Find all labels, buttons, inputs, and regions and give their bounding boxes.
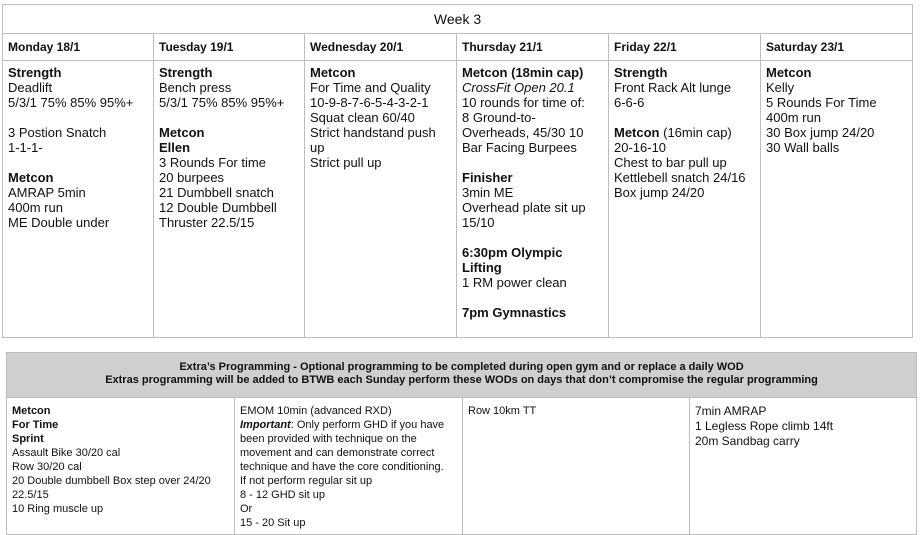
week-table	[2, 4, 913, 338]
line-text: For Time and Quality	[310, 80, 431, 95]
workout-block	[614, 125, 755, 200]
bold-label: Finisher	[462, 170, 513, 185]
day-header: Monday 18/1	[3, 34, 154, 61]
day-workout	[305, 61, 457, 338]
extras-header	[7, 353, 917, 398]
workout-block	[462, 65, 603, 155]
workout-block	[462, 170, 603, 230]
line-text: 1 RM power clean	[462, 275, 567, 290]
bold-label: Metcon	[310, 65, 356, 80]
text-line	[159, 215, 299, 230]
day-header: Friday 22/1	[609, 34, 761, 61]
line-suffix: (16min cap)	[659, 125, 732, 140]
text-line	[240, 404, 457, 418]
bold-label: Metcon	[766, 65, 812, 80]
extras-header-line-1: Extra’s Programming - Optional programming to be completed during open gym and or replace a daily WOD	[179, 361, 744, 373]
line-text: 20 burpees	[159, 170, 225, 185]
extra-workout	[690, 398, 917, 535]
text-line	[695, 404, 911, 419]
day-workout	[154, 61, 305, 338]
line-text: Bench press	[159, 80, 232, 95]
line-text: 8 Ground-to-	[462, 110, 536, 125]
text-line	[766, 95, 907, 110]
text-line	[462, 260, 603, 275]
line-text: 30 Wall balls	[766, 140, 840, 155]
text-line	[8, 215, 148, 230]
text-line	[310, 140, 451, 155]
bold-label: Sprint	[12, 433, 44, 445]
text-line	[12, 418, 229, 432]
line-text: Front Rack Alt lunge	[614, 80, 732, 95]
bold-label: Metcon	[12, 405, 51, 417]
line-text: 3 Rounds For time	[159, 155, 266, 170]
line-text: Or	[240, 503, 253, 515]
text-line	[766, 110, 907, 125]
text-line	[8, 140, 148, 155]
text-line	[310, 155, 451, 170]
text-line	[462, 200, 603, 215]
text-line	[8, 125, 148, 140]
text-line	[8, 80, 148, 95]
line-text: Assault Bike 30/20 cal	[12, 447, 121, 459]
line-text: EMOM 10min (advanced RXD)	[240, 405, 392, 417]
line-text: Squat clean 60/40	[310, 110, 415, 125]
text-line	[614, 80, 755, 95]
line-text: 22.5/15	[12, 489, 49, 501]
text-line	[159, 95, 299, 110]
text-line	[695, 434, 911, 449]
text-line	[159, 65, 299, 80]
text-line	[8, 185, 148, 200]
line-text: Row 10km TT	[468, 405, 537, 417]
line-text: Deadlift	[8, 80, 53, 95]
text-line	[766, 140, 907, 155]
day-header: Thursday 21/1	[457, 34, 609, 61]
text-line	[310, 110, 451, 125]
text-line	[614, 155, 755, 170]
text-line	[614, 140, 755, 155]
text-line	[240, 474, 457, 488]
line-text: 7min AMRAP	[695, 404, 767, 418]
line-text: 20 Double dumbbell Box step over 24/20	[12, 475, 211, 487]
workout-block	[462, 245, 603, 290]
bold-label: Ellen	[159, 140, 191, 155]
text-line	[614, 125, 755, 140]
text-line	[614, 95, 755, 110]
text-line	[159, 185, 299, 200]
line-text: Strict pull up	[310, 155, 382, 170]
text-line	[462, 185, 603, 200]
line-text: movement and can demonstrate correct	[240, 447, 435, 459]
extras-content-row	[7, 398, 917, 535]
line-text: 1 Legless Rope climb 14ft	[695, 419, 834, 433]
bold-label: 6:30pm Olympic	[462, 245, 563, 260]
line-text: 5 Rounds For Time	[766, 95, 877, 110]
line-text: Kettlebell snatch 24/16	[614, 170, 746, 185]
workout-block	[159, 125, 299, 230]
line-text: 12 Double Dumbbell	[159, 200, 277, 215]
day-header: Tuesday 19/1	[154, 34, 305, 61]
line-text: Strict handstand push	[310, 125, 436, 140]
text-line	[8, 65, 148, 80]
bold-label: Strength	[8, 65, 62, 80]
text-line	[8, 200, 148, 215]
text-line	[240, 432, 457, 446]
line-text: 20m Sandbag carry	[695, 434, 800, 448]
line-text: 400m run	[8, 200, 63, 215]
line-text: 15/10	[462, 215, 495, 230]
line-text: 15 - 20 Sit up	[240, 517, 306, 529]
line-text: been provided with technique on the	[240, 433, 417, 445]
text-line	[12, 502, 229, 516]
line-text: 10 Ring muscle up	[12, 503, 104, 515]
line-text: 3 Postion Snatch	[8, 125, 107, 140]
text-line	[159, 200, 299, 215]
line-text: 400m run	[766, 110, 821, 125]
line-text: 3min ME	[462, 185, 514, 200]
text-line	[240, 460, 457, 474]
workout-block	[766, 65, 907, 155]
line-text: 10-9-8-7-6-5-4-3-2-1	[310, 95, 429, 110]
text-line	[159, 125, 299, 140]
line-text: 5/3/1 75% 85% 95%+	[159, 95, 285, 110]
text-line	[462, 110, 603, 125]
text-line	[310, 125, 451, 140]
text-line	[240, 446, 457, 460]
text-line	[462, 305, 603, 320]
day-workout	[761, 61, 913, 338]
extra-workout	[463, 398, 690, 535]
text-line	[766, 65, 907, 80]
text-line	[12, 446, 229, 460]
day-header: Wednesday 20/1	[305, 34, 457, 61]
text-line	[766, 80, 907, 95]
text-line	[8, 170, 148, 185]
workout-block	[310, 65, 451, 170]
text-line	[614, 185, 755, 200]
text-line	[310, 65, 451, 80]
text-line	[462, 65, 603, 80]
workout-block	[614, 65, 755, 110]
line-text: up	[310, 140, 325, 155]
workout-block	[8, 65, 148, 110]
line-text: 6-6-6	[614, 95, 645, 110]
day-workout	[609, 61, 761, 338]
day-header: Saturday 23/1	[761, 34, 913, 61]
text-line	[159, 155, 299, 170]
text-line	[240, 418, 457, 432]
day-header-row	[3, 34, 913, 61]
text-line	[614, 170, 755, 185]
text-line	[12, 432, 229, 446]
extra-workout	[7, 398, 235, 535]
line-text: technique and have the core conditioning.	[240, 461, 444, 473]
day-workout	[3, 61, 154, 338]
bold-label: Metcon	[159, 125, 205, 140]
text-line	[12, 474, 229, 488]
bold-label: Metcon (18min cap)	[462, 65, 584, 80]
line-text: Overheads, 45/30 10	[462, 125, 584, 140]
week-title: Week 3	[3, 5, 913, 34]
workout-block	[8, 170, 148, 230]
text-line	[462, 215, 603, 230]
line-text: Kelly	[766, 80, 795, 95]
line-text: CrossFit Open 20.1	[462, 80, 575, 95]
line-text: 30 Box jump 24/20	[766, 125, 875, 140]
line-text: Chest to bar pull up	[614, 155, 727, 170]
text-line	[12, 404, 229, 418]
text-line	[159, 140, 299, 155]
workout-block	[462, 305, 603, 320]
text-line	[462, 245, 603, 260]
line-text: 5/3/1 75% 85% 95%+	[8, 95, 134, 110]
bold-label: Strength	[614, 65, 668, 80]
text-line	[8, 95, 148, 110]
day-workout	[457, 61, 609, 338]
line-text: Row 30/20 cal	[12, 461, 82, 473]
extra-workout	[235, 398, 463, 535]
text-line	[310, 95, 451, 110]
bold-label: Metcon	[614, 125, 660, 140]
bold-label: Metcon	[8, 170, 54, 185]
text-line	[614, 65, 755, 80]
line-text: 1-1-1-	[8, 140, 43, 155]
line-text: AMRAP 5min	[8, 185, 86, 200]
line-text: ME Double under	[8, 215, 110, 230]
text-line	[12, 460, 229, 474]
workout-block	[159, 65, 299, 110]
text-line	[310, 80, 451, 95]
bold-label: 7pm Gymnastics	[462, 305, 567, 320]
text-line	[159, 80, 299, 95]
text-line	[240, 502, 457, 516]
bold-label: Lifting	[462, 260, 502, 275]
text-line	[12, 488, 229, 502]
line-text: 10 rounds for time of:	[462, 95, 585, 110]
line-text: 8 - 12 GHD sit up	[240, 489, 325, 501]
bold-label: For Time	[12, 419, 59, 431]
text-line	[240, 488, 457, 502]
bold-label: Strength	[159, 65, 213, 80]
workout-block	[8, 125, 148, 155]
line-text: 21 Dumbbell snatch	[159, 185, 274, 200]
text-line	[695, 419, 911, 434]
line-text: 20-16-10	[614, 140, 667, 155]
text-line	[462, 95, 603, 110]
text-line	[462, 170, 603, 185]
text-line	[468, 404, 684, 418]
line-text: Overhead plate sit up	[462, 200, 586, 215]
text-line	[159, 170, 299, 185]
line-text: Bar Facing Burpees	[462, 140, 577, 155]
bold-label: Important	[240, 419, 291, 431]
line-suffix: : Only perform GHD if you have	[290, 419, 445, 431]
text-line	[462, 275, 603, 290]
line-text: Thruster 22.5/15	[159, 215, 255, 230]
extras-header-line-2: Extras programming will be added to BTWB each Sunday perform these WODs on days that don’t compromise the regular programming	[105, 374, 818, 386]
day-content-row	[3, 61, 913, 338]
extras-table	[6, 352, 917, 535]
text-line	[766, 125, 907, 140]
text-line	[462, 140, 603, 155]
text-line	[462, 80, 603, 95]
line-text: Box jump 24/20	[614, 185, 705, 200]
line-text: If not perform regular sit up	[240, 475, 373, 487]
text-line	[462, 125, 603, 140]
text-line	[240, 516, 457, 530]
